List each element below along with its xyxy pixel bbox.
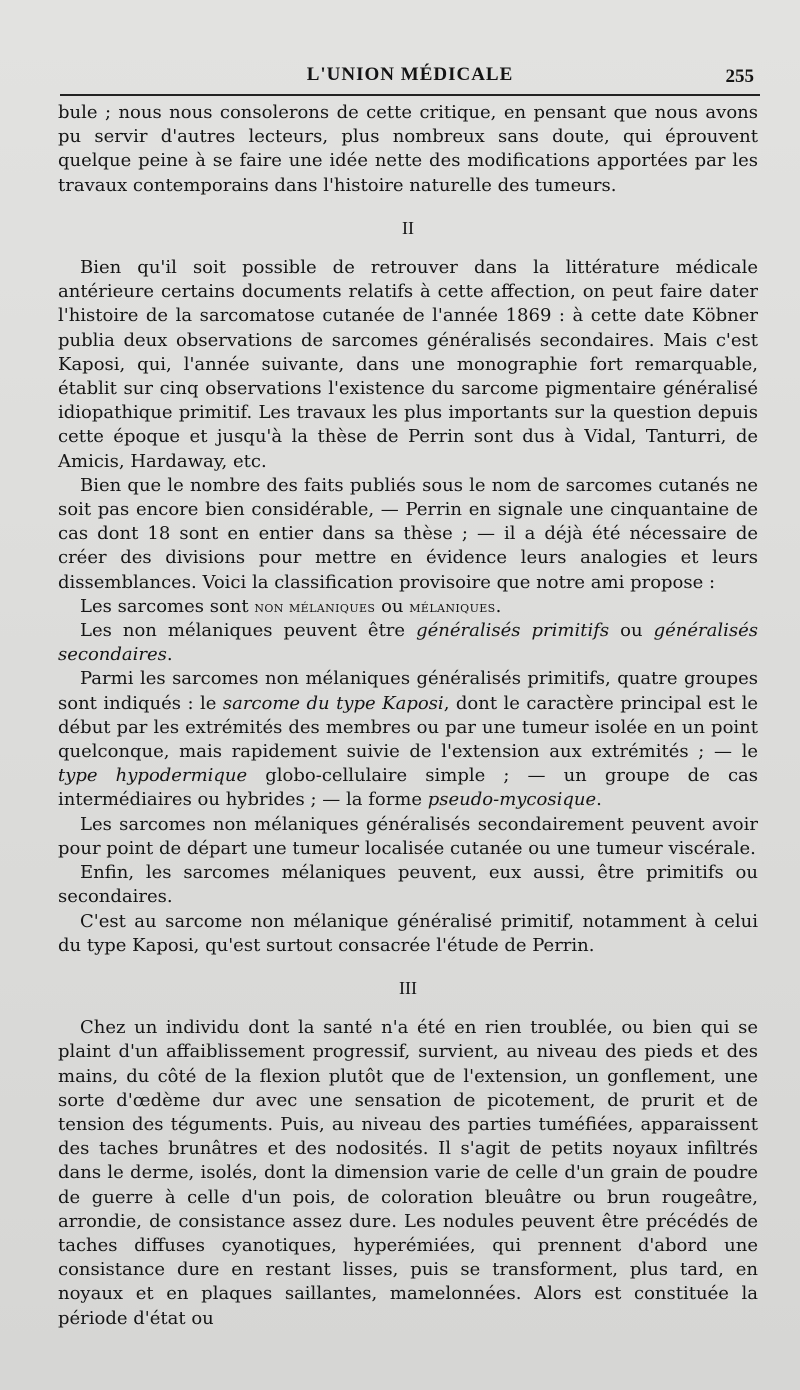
paragraph-symptoms: Chez un individu dont la santé n'a été en rien troublée, ou bien qui se plaint d'un affaiblissement progressif, survient, au niveau des pieds et des mains, du côté de la flexion plutôt que de l'extension, un gonflement, une sorte d'œdème dur avec une sensation de picotement, de prurit et de tension des téguments. Puis, au niveau des parties tuméfiées, apparaissent des taches brunâtres et des nodosités. Il s'agit de petits noyaux infiltrés dans le derme, isolés, dont la dimension varie de celle d'un grain de poudre de guerre à celle d'un pois, de coloration bleuâtre ou brun rougeâtre, arrondie, de consistance assez dure. Les nodules peuvent être précédés de taches diffuses cyanotiques, hyperémiées, qui prennent d'abord une consistance dure en restant lisses, puis se transforment, plus tard, en noyaux et en plaques saillantes, mamelonnées. Alors est constituée la période d'état ou (58, 1017, 758, 1329)
text-run: Les sarcomes sont (80, 595, 255, 617)
paragraph-continued: bule ; nous nous consolerons de cette critique, en pensant que nous avons pu servir d'autres lecteurs, plus nombreux sans doute, qui éprouvent quelque peine à se faire une idée nette des modifications apportées par les travaux contemporains dans l'histoire naturelle des tumeurs. (58, 102, 758, 196)
paragraph-non-melanic (58, 619, 758, 667)
text-run: globo-cellulaire simple ; — un groupe de cas intermédiaires ou hybrides ; — la forme (58, 765, 759, 811)
running-title: L'UNION MÉDICALE (306, 64, 514, 85)
text-run: , dont le caractère principal est le début par les extrémités des membres ou par une tumeur isolée en un point quelconque, mais rapidement suivie de l'extension aux extrémités ; — le (58, 692, 758, 763)
page-number: 255 (725, 66, 754, 87)
text-run: ou (375, 595, 410, 617)
text-run: Parmi les sarcomes non mélaniques généralisés primitifs, quatre groupes sont indiqués : le (58, 668, 758, 714)
paragraph-melanic: Enfin, les sarcomes mélaniques peuvent, eux aussi, être primitifs ou secondaires. (58, 862, 758, 908)
paragraph-four-groups (58, 667, 758, 812)
body-text (58, 101, 758, 1331)
paragraph-sarcoma-types (58, 595, 758, 619)
text-run: . (495, 595, 502, 617)
term-non-melanic: non mélaniques (254, 597, 376, 616)
term-hypodermic-type: type hypodermique (58, 765, 248, 787)
paragraph-secondary: Les sarcomes non mélaniques généralisés secondairement peuvent avoir pour point de départ une tumeur localisée cutanée ou une tumeur viscérale. (58, 813, 758, 859)
text-run: . (596, 789, 602, 811)
paragraph-classification-intro: Bien que le nombre des faits publiés sous le nom de sarcomes cutanés ne soit pas encore bien considérable, — Perrin en signale une cinquantaine de cas dont 18 sont en entier dans sa thèse ; — il a déjà été nécessaire de créer des divisions pour mettre en évidence leurs analogies et leurs dissemblances. Voici la classification provisoire que notre ami propose : (58, 474, 758, 593)
paragraph-perrin-study: C'est au sarcome non mélanique généralisé primitif, notamment à celui du type Kaposi, qu'est surtout consacrée l'étude de Perrin. (58, 910, 758, 956)
section-number-2: II (402, 217, 414, 238)
header-rule (60, 94, 760, 96)
text-run: ou (609, 620, 654, 642)
term-pseudo-mycosic: pseudo-mycosique (427, 789, 597, 811)
term-generalized-secondary: généralisés secondaires (58, 620, 758, 666)
text-run: Les non mélaniques peuvent être (80, 620, 417, 642)
section-number-3: III (399, 977, 417, 998)
term-kaposi-type: sarcome du type Kaposi (222, 692, 444, 714)
page-header (60, 58, 760, 98)
paragraph-history: Bien qu'il soit possible de retrouver dans la littérature médicale antérieure certains documents relatifs à cette affection, on peut faire dater l'histoire de la sarcomatose cutanée de l'année 1869 : à cette date Köbner publia deux observations de sarcomes généralisés secondaires. Mais c'est Kaposi, qui, l'année suivante, dans une monographie fort remarquable, établit sur cinq observations l'existence du sarcome pigmentaire généralisé idiopathique primitif. Les travaux les plus importants sur la question depuis cette époque et jusqu'à la thèse de Perrin sont dus à Vidal, Tanturri, de Amicis, Hardaway, etc. (58, 257, 758, 472)
term-melanic: mélaniques (409, 597, 496, 616)
term-generalized-primary: généralisés primitifs (416, 620, 610, 642)
text-run: . (166, 644, 173, 666)
